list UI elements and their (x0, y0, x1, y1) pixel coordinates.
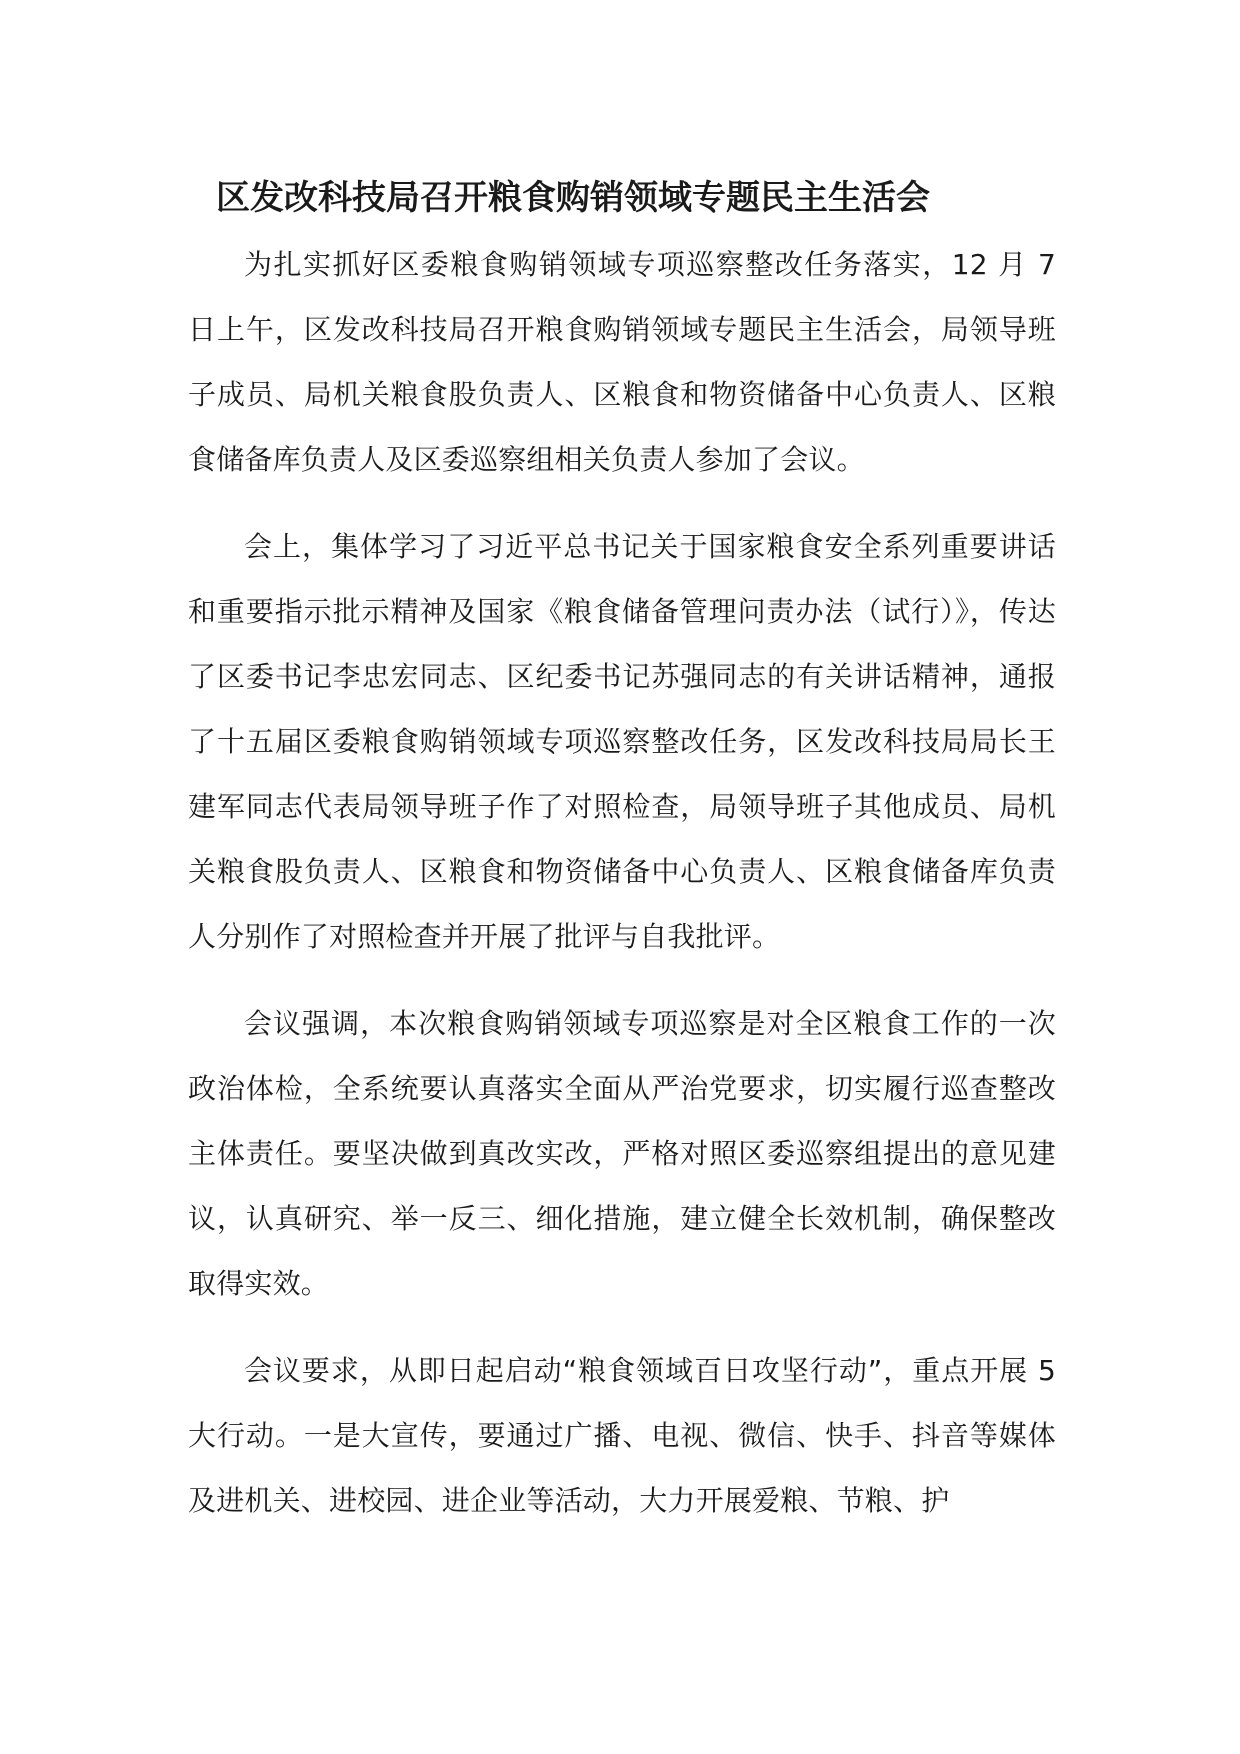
paragraph-4: 会议要求，从即日起启动“粮食领域百日攻坚行动”，重点开展 5 大行动。一是大宣传，要通过广播、电视、微信、快手、抖音等媒体及进机关、进校园、进企业等活动，大力开展爱粮、节粮、护 (188, 1354, 1056, 1517)
document-title: 区发改科技局召开粮食购销领域专题民主生活会 (216, 178, 930, 218)
paragraph-2: 会上，集体学习了习近平总书记关于国家粮食安全系列重要讲话和重要指示批示精神及国家《粮食储备管理问责办法（试行）》，传达了区委书记李忠宏同志、区纪委书记苏强同志的有关讲话精神，通报了十五届区委粮食购销领域专项巡察整改任务，区发改科技局局长王建军同志代表局领导班子作了对照检查，局领导班子其他成员、局机关粮食股负责人、区粮食和物资储备中心负责人、区粮食储备库负责人分别作了对照检查并开展了批评与自我批评。 (188, 530, 1056, 953)
document-body (188, 232, 1056, 1555)
paragraph-1: 为扎实抓好区委粮食购销领域专项巡察整改任务落实，12 月 7 日上午，区发改科技局召开粮食购销领域专题民主生活会，局领导班子成员、局机关粮食股负责人、区粮食和物资储备中心负责人、区粮食储备库负责人及区委巡察组相关负责人参加了会议。 (188, 248, 1056, 476)
paragraph-3: 会议强调，本次粮食购销领域专项巡察是对全区粮食工作的一次政治体检，全系统要认真落实全面从严治党要求，切实履行巡查整改主体责任。要坚决做到真改实改，严格对照区委巡察组提出的意见建议，认真研究、举一反三、细化措施，建立健全长效机制，确保整改取得实效。 (188, 1007, 1056, 1300)
